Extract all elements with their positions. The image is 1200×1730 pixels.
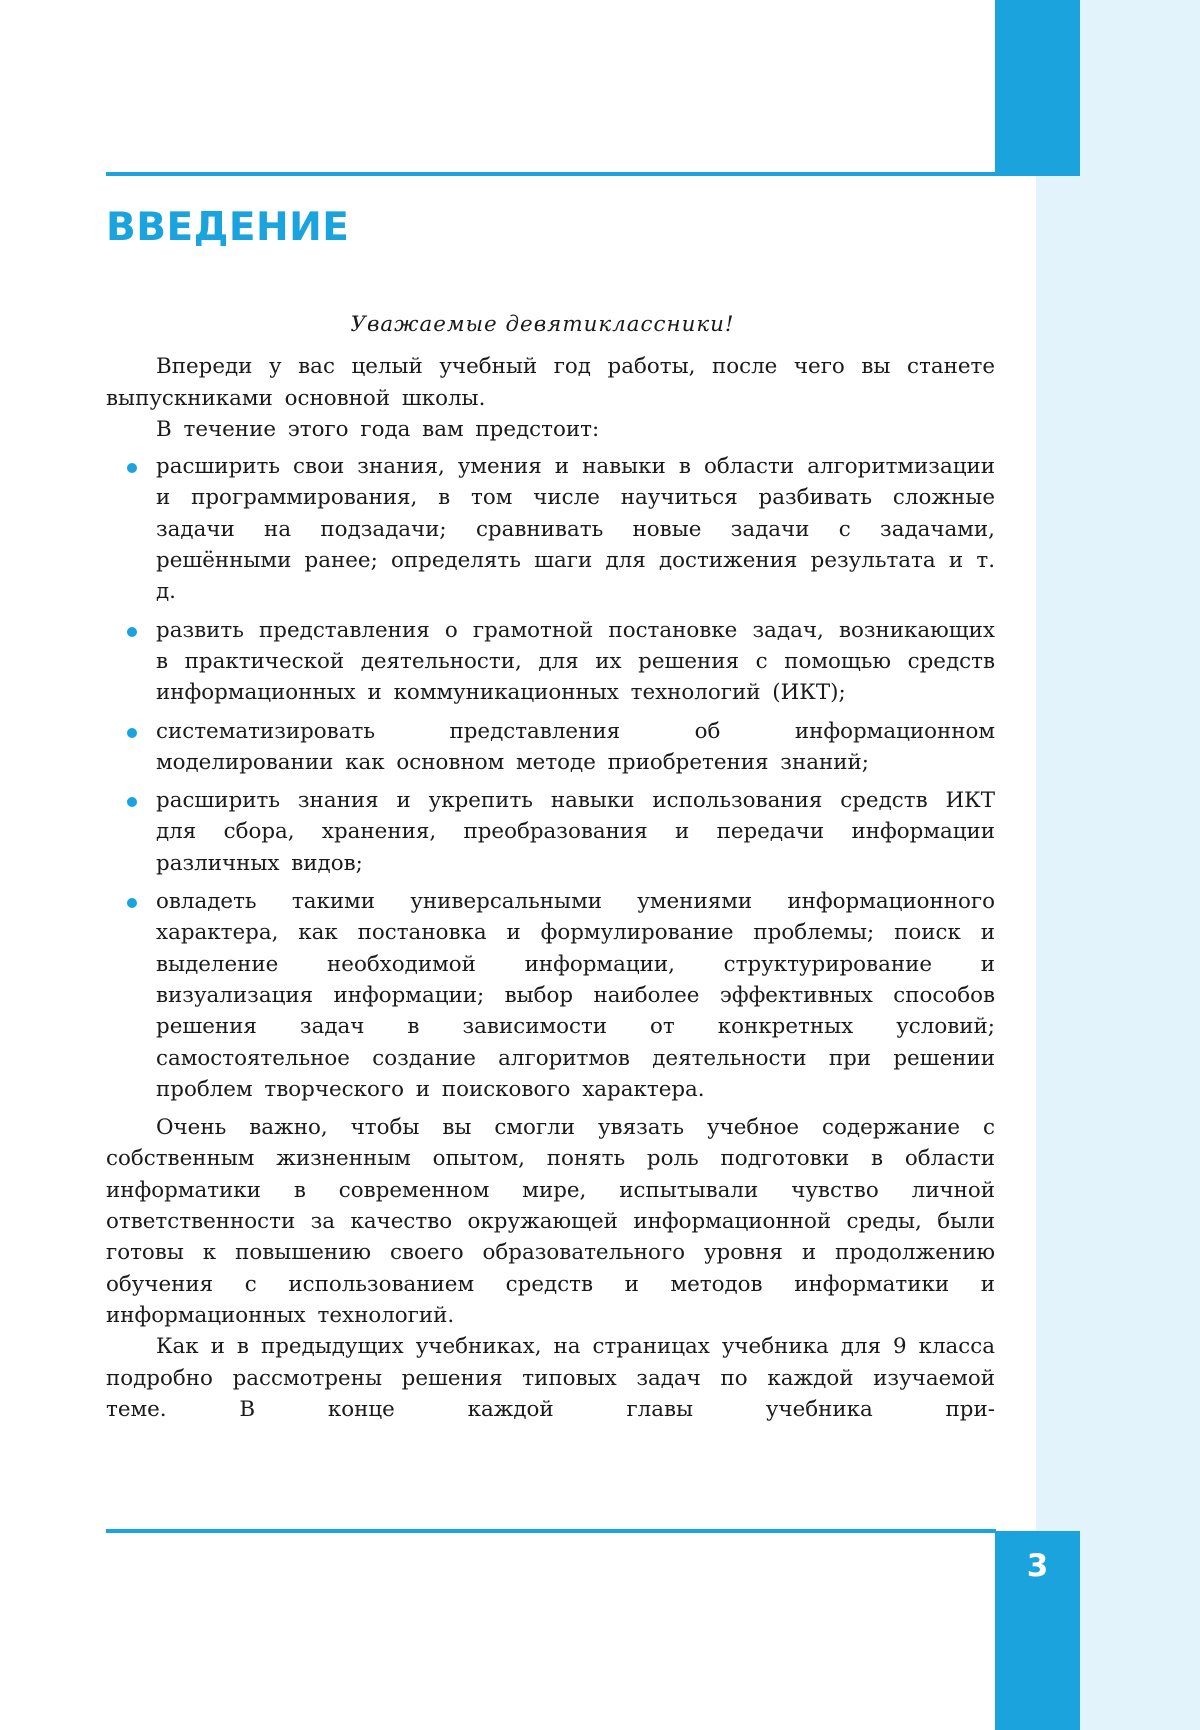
intro-paragraph: Впереди у вас целый учебный год работы, после чего вы станете выпускниками основной школы. [106, 354, 995, 411]
bullet-icon [127, 898, 137, 908]
page-number: 3 [1026, 1548, 1049, 1584]
closing-paragraph: Очень важно, чтобы вы смогли увязать учебное содержание с собственным жизненным опытом, понять роль подготовки в области информатики в современном мире, испытывали чувство личной ответственности за качество окружающей информационной среды, были готовы к повышению своего образовательного уровня и продолжению обучения с использованием средств и методов информатики и информационных технологий. [106, 1115, 995, 1328]
intro-lead-in: В течение этого года вам предстоит: [156, 416, 600, 442]
bullet-icon [127, 463, 137, 473]
list-item [106, 785, 995, 879]
list-item-text: систематизировать представления об информационном моделировании как основном методе приобретения знаний; [156, 718, 995, 775]
continued-paragraph: Как и в предыдущих учебниках, на страницах учебника для 9 класса подробно рассмотрены решения типовых задач по каждой изучаемой теме. В конце каждой главы учебника при- [106, 1334, 995, 1422]
list-item [106, 615, 995, 709]
list-item-text: развить представления о грамотной постановке задач, возникающих в практической деятельности, для их решения с помощью средств информационных и коммуникационных технологий (ИКТ); [156, 617, 995, 706]
bullet-icon [127, 627, 137, 637]
side-strip [1036, 0, 1200, 1730]
list-item-text: расширить свои знания, умения и навыки в области алгоритмизации и программирования, в том числе научиться разбивать сложные задачи на подзадачи; сравнивать новые задачи с задачами, решёнными ранее; определять шаги для достижения результата и т. д. [156, 454, 995, 605]
goals-list [106, 451, 995, 1105]
bottom-rule [106, 1529, 996, 1533]
list-item-text: расширить знания и укрепить навыки использования средств ИКТ для сбора, хранения, преобразования и передачи информации различных видов; [156, 788, 995, 876]
chapter-heading: ВВЕДЕНИЕ [106, 205, 350, 250]
top-rule [106, 172, 996, 176]
list-item [106, 451, 995, 607]
bullet-icon [127, 728, 137, 738]
list-item-text: овладеть такими универсальными умениями информационного характера, как постановка и формулирование проблемы; поиск и выделение необходимой информации, структурирование и визуализация информации; выбор наиболее эффективных способов решения задач в зависимости от конкретных условий; самостоятельное создание алгоритмов деятельности при решении проблем творческого и поискового характера. [156, 889, 995, 1102]
body-text [106, 309, 995, 1425]
bullet-icon [127, 797, 137, 807]
top-edge-tab [995, 0, 1080, 176]
list-item [106, 716, 995, 779]
greeting: Уважаемые девятиклассники! [350, 312, 735, 337]
list-item [106, 886, 995, 1105]
